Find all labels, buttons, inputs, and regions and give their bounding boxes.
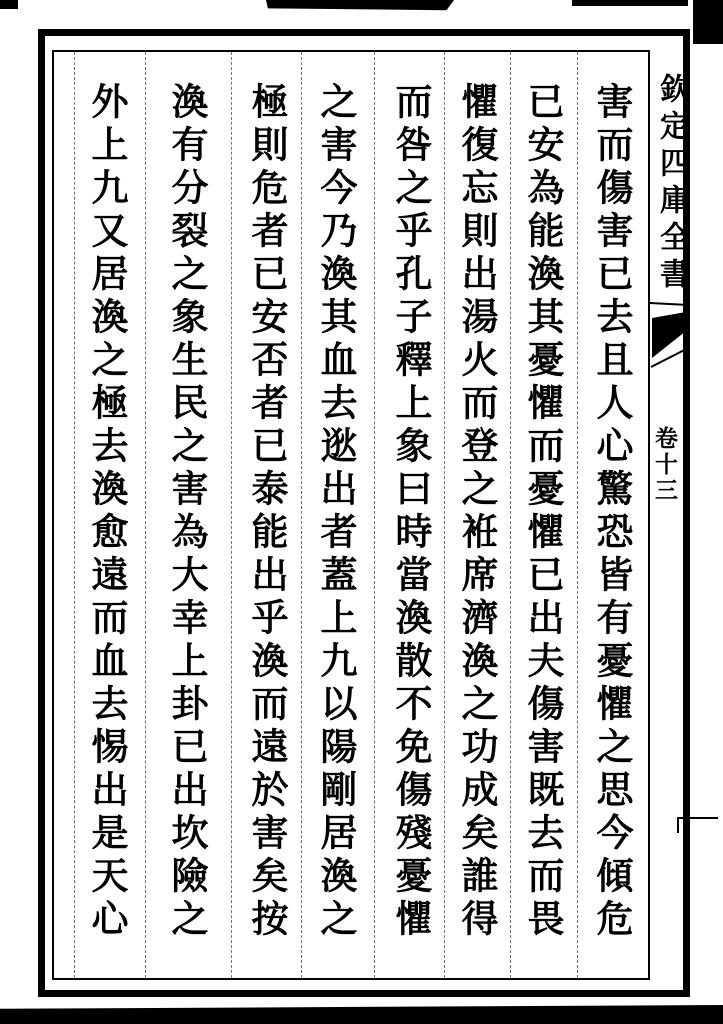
column-separator [301,52,302,978]
margin-mark-horizontal [677,817,718,819]
column-separator [231,52,232,978]
text-column: 害而傷害已去且人心驚恐皆有憂懼之思今傾危 [590,82,634,942]
scan-artifact-top-right-bar [572,0,688,6]
book-series-title: 欽定四庫全書 [654,73,689,295]
text-column: 已安為能渙其憂懼而憂懼已出夫傷害既去而畏 [521,82,565,942]
text-column: 而咎之乎孔子釋上象曰時當渙散不免傷殘憂懼 [389,82,433,942]
column-separator [577,52,578,978]
column-separator [145,52,146,978]
scan-artifact-bottom-bar [0,1005,723,1024]
text-column: 極則危者已安否者已泰能出乎渙而遠於害矣按 [245,82,289,942]
margin-mark-vertical [677,817,679,833]
text-column: 之害今乃渙其血去逖出者蓋上九以陽剛居渙之 [314,82,358,942]
scan-artifact-top-right-corner [693,0,723,44]
text-column: 外上九又居渙之極去渙愈遠而血去惕出是天心 [85,82,129,942]
volume-label: 卷十三 [651,426,678,504]
text-column: 渙有分裂之象生民之害為大幸上卦已出坎險之 [165,82,209,942]
text-column: 懼復忘則出湯火而登之袵席濟渙之功成矣誰得 [455,82,499,942]
column-separator [374,52,375,978]
scan-artifact-top-left [0,0,18,9]
scan-artifact-top-center [266,0,454,12]
